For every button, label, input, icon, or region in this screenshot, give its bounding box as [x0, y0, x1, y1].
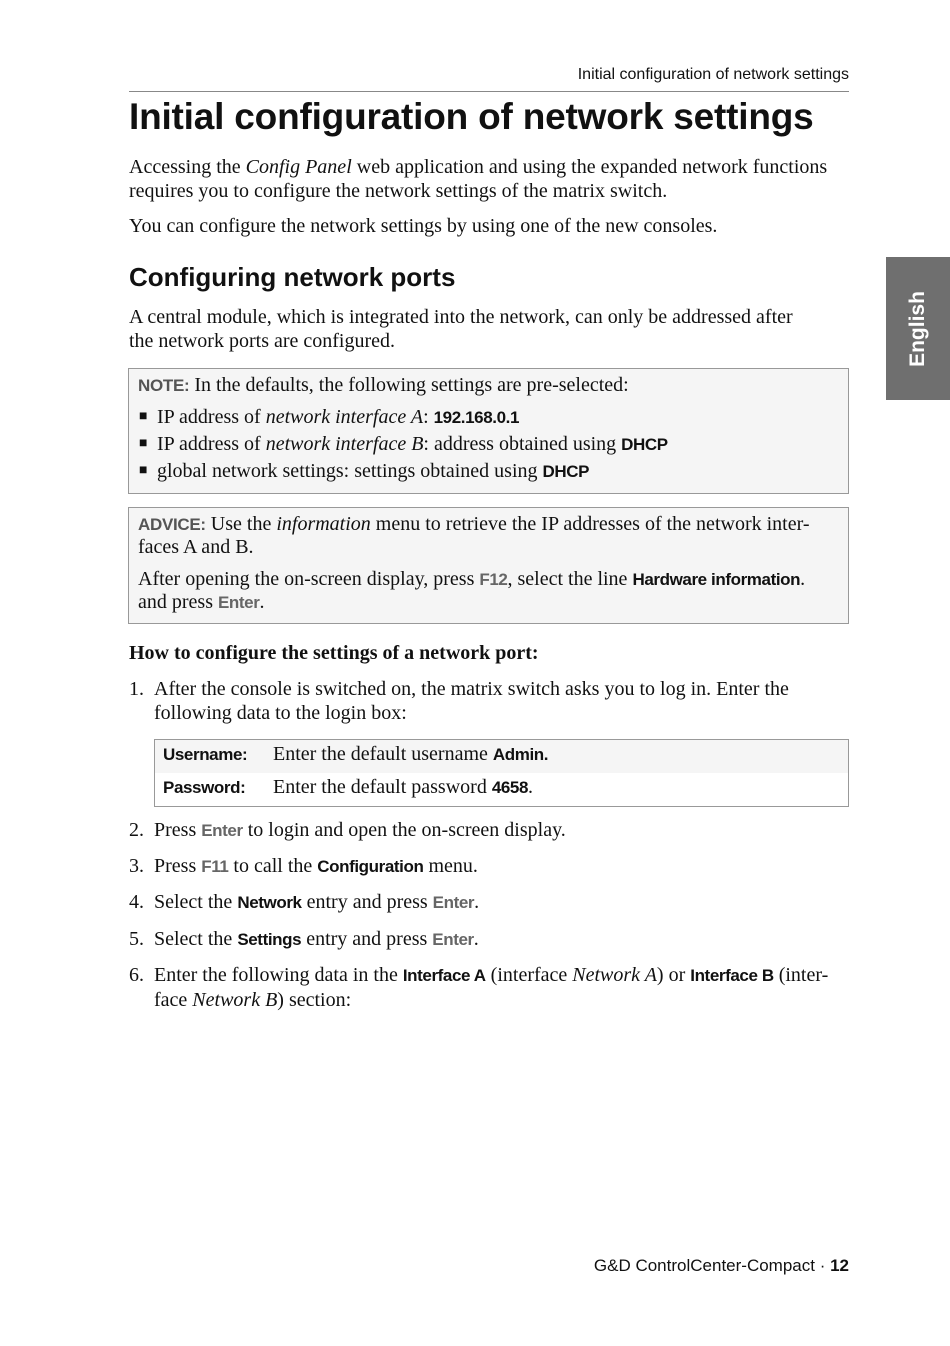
- intro-text-line2: requires you to configure the network settings of the matrix switch.: [129, 180, 668, 202]
- login-row-username: [155, 740, 848, 773]
- password-label: Password:: [163, 778, 246, 797]
- username-text: Enter the default username Admin.: [273, 743, 549, 765]
- section-text-line1: A central module, which is integrated into the network, can only be addressed after: [129, 306, 793, 328]
- note-item: global network settings: settings obtained using DHCP: [157, 460, 590, 482]
- bullet-icon: ■: [139, 463, 148, 478]
- howto-heading: How to configure the settings of a network port:: [129, 642, 539, 664]
- note-box: [128, 368, 849, 494]
- advice-paragraph-2-line2: and press Enter.: [138, 591, 265, 613]
- intro-text: Accessing the: [129, 156, 246, 178]
- section-text-line2: the network ports are configured.: [129, 330, 396, 352]
- section-paragraph: [129, 305, 851, 353]
- step-5: 5. Select the Settings entry and press Enter.: [129, 928, 479, 950]
- note-text: In the defaults, the following settings are pre-selected:: [189, 374, 629, 396]
- advice-paragraph-2: After opening the on-screen display, press F12, select the line Hardware information.: [138, 568, 806, 590]
- page-title: Initial configuration of network settings: [129, 96, 814, 137]
- step-1: 1. After the console is switched on, the matrix switch asks you to log in. Enter the following data to the login box:: [129, 678, 789, 724]
- information-term: information: [276, 513, 371, 535]
- key-enter: Enter: [217, 593, 260, 612]
- language-tab-label: English: [906, 290, 929, 367]
- note-keyword: NOTE:: [138, 376, 190, 395]
- section-heading: Configuring network ports: [129, 262, 456, 292]
- product-name: G&D ControlCenter-Compact ·: [593, 1256, 831, 1275]
- hardware-information-term: Hardware information: [632, 570, 801, 589]
- advice-keyword: ADVICE:: [138, 515, 206, 534]
- username-label: Username:: [163, 745, 248, 764]
- intro-paragraph-1: [129, 155, 851, 203]
- step-2: 2. Press Enter to login and open the on-screen display.: [129, 819, 566, 841]
- header-rule: [129, 91, 849, 92]
- intro-paragraph-2: You can configure the network settings by using one of the new consoles.: [129, 215, 718, 237]
- login-table: [154, 739, 849, 807]
- note-item: IP address of network interface A: 192.168.0.1: [157, 406, 520, 428]
- advice-text-line2: faces A and B.: [138, 536, 254, 558]
- bullet-icon: ■: [139, 409, 148, 424]
- bullet-icon: ■: [139, 436, 148, 451]
- page-footer: [129, 1256, 849, 1276]
- advice-box: ADVICE: Use the information menu to retrieve the IP addresses of the network inter- faces A and B. After opening the on-screen display, press F12, select the line Hardware information. and press Enter.: [128, 507, 849, 624]
- language-tab: [886, 257, 950, 400]
- login-row-password: [155, 773, 848, 806]
- intro-text: web application and using the expanded network functions: [351, 156, 828, 178]
- step-3: 3. Press F11 to call the Configuration menu.: [129, 855, 478, 877]
- step-4: 4. Select the Network entry and press Enter.: [129, 891, 480, 913]
- key-f12: F12: [479, 570, 508, 589]
- note-item: IP address of network interface B: address obtained using DHCP: [157, 433, 668, 455]
- config-panel-term: Config Panel: [245, 156, 352, 178]
- step-6: 6. Enter the following data in the Interface A (interface Network A) or Interface B (inter- face Network B) section:: [129, 964, 829, 1011]
- running-header: Initial configuration of network settings: [577, 66, 849, 83]
- password-text: Enter the default password 4658.: [273, 776, 534, 798]
- page-number: 12: [830, 1256, 849, 1275]
